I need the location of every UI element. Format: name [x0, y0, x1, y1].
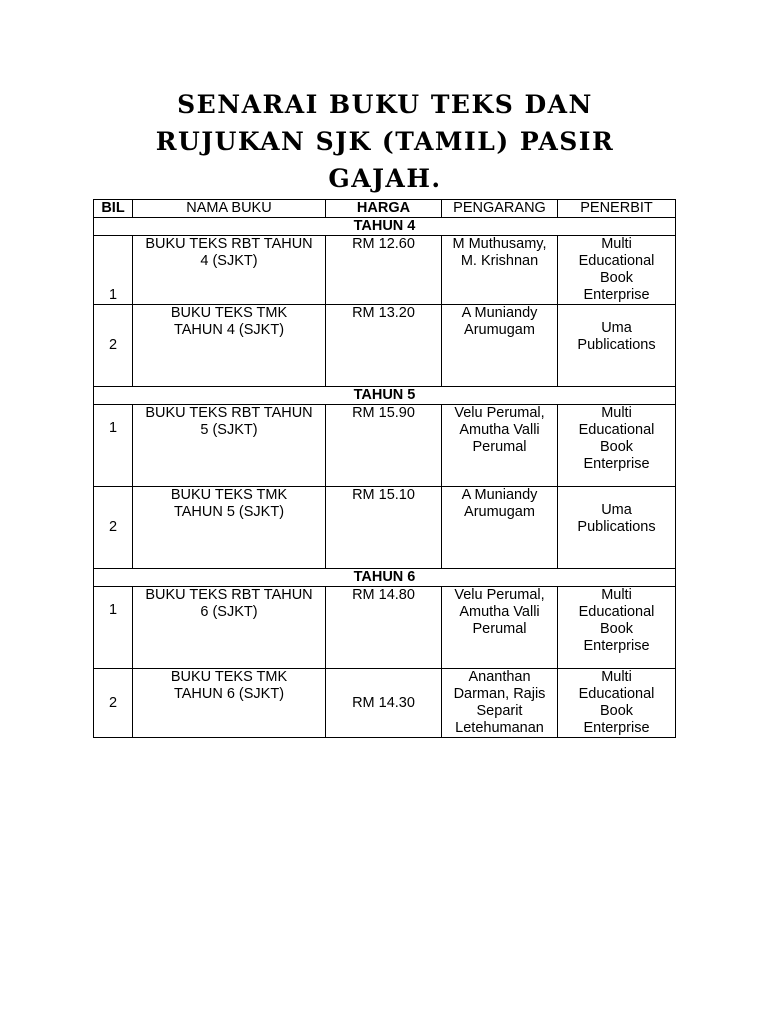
cell-harga: RM 14.80: [326, 587, 442, 669]
cell-nama-buku: BUKU TEKS TMK TAHUN 6 (SJKT): [133, 669, 326, 738]
table-row: [94, 305, 676, 387]
year-group-label: TAHUN 5: [94, 387, 676, 405]
table-row: [94, 236, 676, 305]
cell-harga: RM 15.10: [326, 487, 442, 569]
cell-bil: 2: [94, 669, 133, 738]
table-row: [94, 487, 676, 569]
cell-pengarang: A Muniandy Arumugam: [442, 305, 558, 387]
header-harga: HARGA: [326, 200, 442, 218]
cell-penerbit: Uma Publications: [558, 305, 676, 387]
cell-bil: 2: [94, 305, 133, 387]
cell-penerbit: Multi Educational Book Enterprise: [558, 405, 676, 487]
cell-harga: RM 14.30: [326, 669, 442, 738]
cell-penerbit: Uma Publications: [558, 487, 676, 569]
cell-nama-buku: BUKU TEKS RBT TAHUN 4 (SJKT): [133, 236, 326, 305]
cell-nama-buku: BUKU TEKS RBT TAHUN 5 (SJKT): [133, 405, 326, 487]
table-row: [94, 669, 676, 738]
table-row: [94, 405, 676, 487]
cell-bil: 2: [94, 487, 133, 569]
cell-bil: 1: [94, 587, 133, 669]
book-list-table: [93, 199, 676, 738]
year-group-row: [94, 569, 676, 587]
cell-pengarang: A Muniandy Arumugam: [442, 487, 558, 569]
cell-nama-buku: BUKU TEKS RBT TAHUN 6 (SJKT): [133, 587, 326, 669]
cell-pengarang: Velu Perumal, Amutha Valli Perumal: [442, 405, 558, 487]
cell-bil: 1: [94, 405, 133, 487]
cell-harga: RM 15.90: [326, 405, 442, 487]
cell-harga: RM 12.60: [326, 236, 442, 305]
header-bil: BIL: [94, 200, 133, 218]
header-nama-buku: NAMA BUKU: [133, 200, 326, 218]
year-group-row: [94, 218, 676, 236]
cell-pengarang: Velu Perumal, Amutha Valli Perumal: [442, 587, 558, 669]
cell-harga: RM 13.20: [326, 305, 442, 387]
cell-pengarang: Ananthan Darman, Rajis Separit Letehumanan: [442, 669, 558, 738]
cell-penerbit: Multi Educational Book Enterprise: [558, 236, 676, 305]
cell-nama-buku: BUKU TEKS TMK TAHUN 5 (SJKT): [133, 487, 326, 569]
header-pengarang: PENGARANG: [442, 200, 558, 218]
year-group-label: TAHUN 4: [94, 218, 676, 236]
cell-penerbit: Multi Educational Book Enterprise: [558, 669, 676, 738]
page-title: SENARAI BUKU TEKS DAN RUJUKAN SJK (TAMIL) PASIR GAJAH.: [155, 90, 615, 193]
year-group-row: [94, 387, 676, 405]
table-row: [94, 587, 676, 669]
cell-bil: 1: [94, 236, 133, 305]
table-header-row: [94, 200, 676, 218]
header-penerbit: PENERBIT: [558, 200, 676, 218]
cell-penerbit: Multi Educational Book Enterprise: [558, 587, 676, 669]
cell-pengarang: M Muthusamy, M. Krishnan: [442, 236, 558, 305]
cell-nama-buku: BUKU TEKS TMK TAHUN 4 (SJKT): [133, 305, 326, 387]
year-group-label: TAHUN 6: [94, 569, 676, 587]
